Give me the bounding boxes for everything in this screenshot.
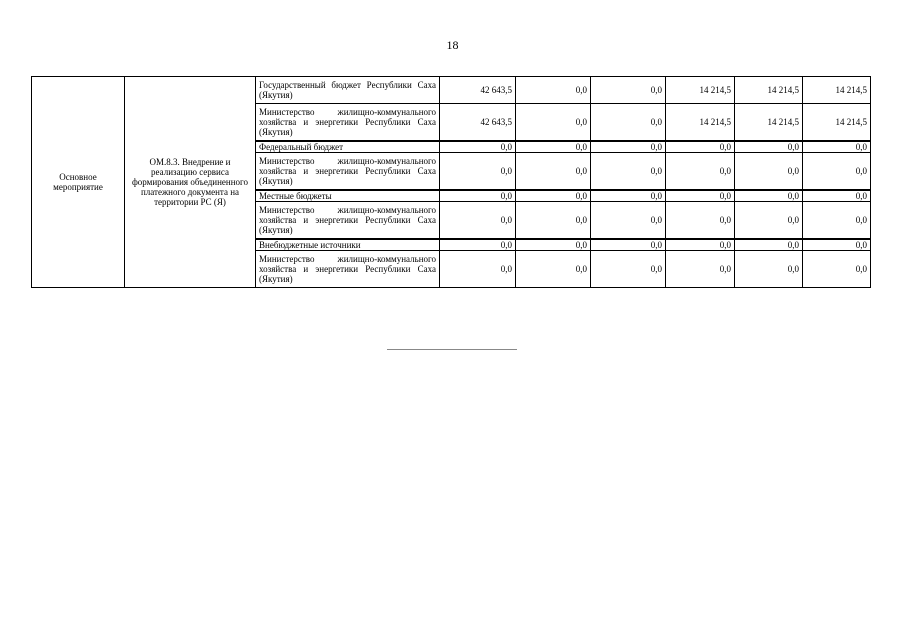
value-cell: 0,0	[735, 239, 803, 251]
value-cell: 0,0	[666, 190, 735, 202]
value-cell: 42 643,5	[440, 104, 516, 141]
value-cell: 0,0	[591, 190, 666, 202]
value-cell: 0,0	[666, 202, 735, 239]
value-cell: 0,0	[735, 202, 803, 239]
value-cell: 0,0	[666, 251, 735, 288]
value-cell: 0,0	[591, 202, 666, 239]
value-cell: 14 214,5	[666, 77, 735, 104]
funding-executor-cell: Министерство жилищно-коммунального хозяйства и энергетики Республики Саха (Якутия)	[256, 202, 440, 239]
value-cell: 0,0	[735, 153, 803, 190]
value-cell: 0,0	[803, 202, 871, 239]
funding-executor-cell: Министерство жилищно-коммунального хозяйства и энергетики Республики Саха (Якутия)	[256, 104, 440, 141]
value-cell: 0,0	[803, 153, 871, 190]
value-cell: 0,0	[803, 141, 871, 153]
value-cell: 0,0	[440, 141, 516, 153]
value-cell: 0,0	[591, 239, 666, 251]
value-cell: 0,0	[516, 202, 591, 239]
funding-executor-cell: Министерство жилищно-коммунального хозяйства и энергетики Республики Саха (Якутия)	[256, 153, 440, 190]
value-cell: 0,0	[440, 239, 516, 251]
value-cell: 0,0	[591, 251, 666, 288]
value-cell: 0,0	[803, 190, 871, 202]
value-cell: 0,0	[591, 153, 666, 190]
value-cell: 14 214,5	[735, 77, 803, 104]
value-cell: 0,0	[591, 104, 666, 141]
value-cell: 42 643,5	[440, 77, 516, 104]
value-cell: 14 214,5	[803, 77, 871, 104]
value-cell: 0,0	[666, 141, 735, 153]
value-cell: 14 214,5	[735, 104, 803, 141]
value-cell: 0,0	[516, 141, 591, 153]
value-cell: 0,0	[440, 190, 516, 202]
table-row	[32, 77, 871, 104]
value-cell: 0,0	[666, 239, 735, 251]
value-cell: 0,0	[516, 104, 591, 141]
funding-source-cell: Местные бюджеты	[256, 190, 440, 202]
value-cell: 0,0	[516, 77, 591, 104]
page-number: 18	[446, 38, 459, 52]
budget-table	[31, 76, 871, 288]
value-cell: 0,0	[666, 153, 735, 190]
value-cell: 0,0	[591, 77, 666, 104]
value-cell: 0,0	[516, 251, 591, 288]
value-cell: 0,0	[516, 239, 591, 251]
value-cell: 0,0	[440, 202, 516, 239]
funding-executor-cell: Министерство жилищно-коммунального хозяйства и энергетики Республики Саха (Якутия)	[256, 251, 440, 288]
value-cell: 0,0	[735, 190, 803, 202]
value-cell: 0,0	[440, 251, 516, 288]
value-cell: 0,0	[735, 141, 803, 153]
value-cell: 0,0	[735, 251, 803, 288]
value-cell: 0,0	[803, 239, 871, 251]
funding-source-cell: Внебюджетные источники	[256, 239, 440, 251]
value-cell: 0,0	[516, 190, 591, 202]
value-cell: 0,0	[591, 141, 666, 153]
value-cell: 14 214,5	[666, 104, 735, 141]
value-cell: 0,0	[516, 153, 591, 190]
value-cell: 0,0	[440, 153, 516, 190]
value-cell: 14 214,5	[803, 104, 871, 141]
funding-source-cell: Федеральный бюджет	[256, 141, 440, 153]
activity-name-cell: ОМ.8.3. Внедрение и реализацию сервиса формирования объединенного платежного документа на территории РС (Я)	[125, 77, 256, 288]
activity-type-cell: Основное мероприятие	[32, 77, 125, 288]
end-rule	[387, 349, 517, 350]
funding-source-cell: Государственный бюджет Республики Саха (Якутия)	[256, 77, 440, 104]
value-cell: 0,0	[803, 251, 871, 288]
